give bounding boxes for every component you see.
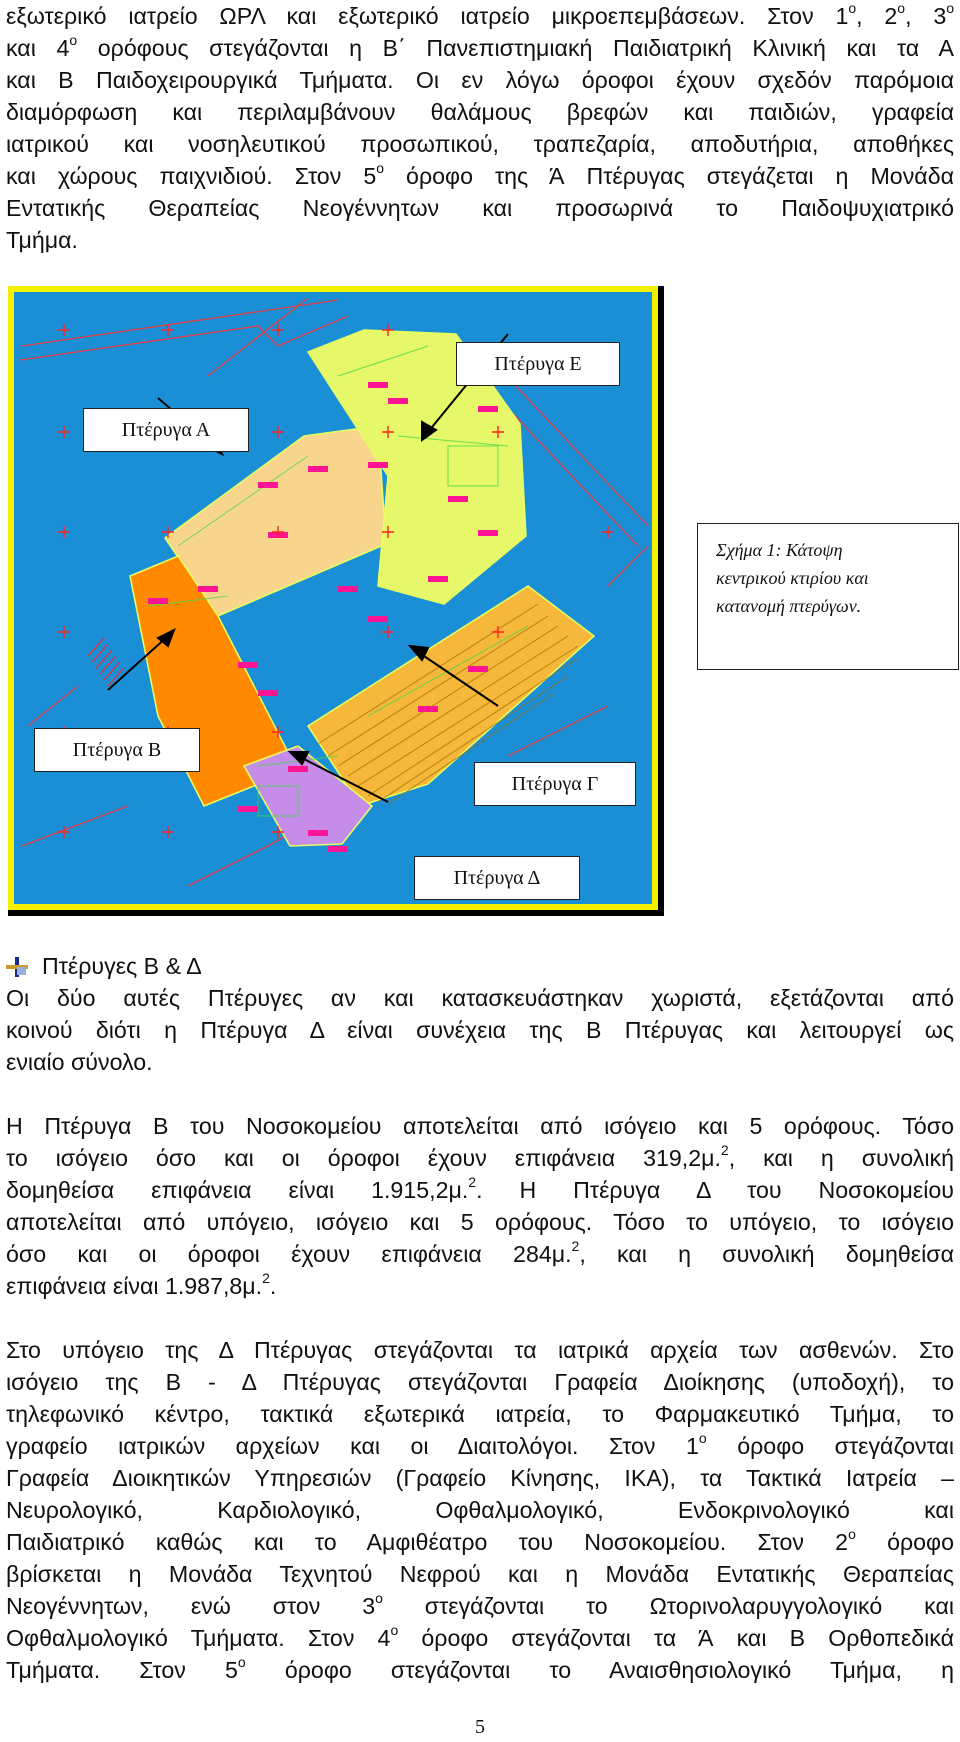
text-segment: Η Πτέρυγα Β του Νοσοκομείου αποτελείται από ισόγειο και 5 ορόφους. Τόσο xyxy=(6,1113,954,1139)
text-line xyxy=(6,160,954,192)
text-segment: όροφο στεγάζονται xyxy=(706,1433,954,1459)
text-segment: Παιδιατρικό καθώς και το Αμφιθέατρο του Νοσοκομείου. Στον 2 xyxy=(6,1529,849,1555)
text-line xyxy=(6,1430,954,1462)
text-segment: ορόφους στεγάζονται η Β΄ Πανεπιστημιακή Παιδιατρική Κλινική και τα Α xyxy=(77,35,954,61)
superscript: ο xyxy=(390,1622,399,1639)
plan-marker xyxy=(448,496,468,502)
text-segment: το ισόγειο όσο και οι όροφοι έχουν επιφάνεια 319,2μ. xyxy=(6,1145,721,1171)
text-line xyxy=(6,1174,954,1206)
plan-marker xyxy=(338,586,358,592)
text-line xyxy=(6,1398,954,1430)
text-segment: Τμήμα. xyxy=(6,227,78,253)
superscript: ο xyxy=(376,160,385,177)
section-heading-text: Πτέρυγες Β & Δ xyxy=(42,953,202,979)
text-line xyxy=(6,32,954,64)
text-line xyxy=(6,1526,954,1558)
plan-marker xyxy=(478,406,498,412)
label-wing-a: Πτέρυγα Α xyxy=(83,408,249,452)
plan-marker xyxy=(468,666,488,672)
text-segment: βρίσκεται η Μονάδα Τεχνητού Νεφρού και η Μονάδα Εντατικής Θεραπείας xyxy=(6,1561,954,1587)
superscript: 2 xyxy=(571,1238,580,1255)
plan-marker xyxy=(258,690,278,696)
text-segment: δομηθείσα επιφάνεια είναι 1.915,2μ. xyxy=(6,1177,469,1203)
text-line xyxy=(6,1142,954,1174)
superscript: ο xyxy=(946,0,955,17)
text-segment: Εντατικής Θεραπείας Νεογέννητων και προσωρινά το Παιδοψυχιατρικό xyxy=(6,195,954,221)
text-segment: . Η Πτέρυγα Δ του Νοσοκομείου xyxy=(476,1177,954,1203)
label-wing-b: Πτέρυγα Β xyxy=(34,728,200,772)
text-line xyxy=(6,128,954,160)
text-segment: αποτελείται από υπόγειο, ισόγειο και 5 ορόφους. Τόσο το υπόγειο, το ισόγειο xyxy=(6,1209,954,1235)
plan-marker xyxy=(328,846,348,852)
figure-caption xyxy=(697,523,959,670)
text-segment: και 4 xyxy=(6,35,70,61)
text-segment: όροφο στεγάζονται το Αναισθησιολογικό Τμήμα, η xyxy=(245,1657,954,1683)
text-segment: Νεογέννητων, ενώ στον 3 xyxy=(6,1593,376,1619)
plan-marker xyxy=(388,398,408,404)
plan-marker xyxy=(238,806,258,812)
floor-plan-figure xyxy=(8,286,664,916)
superscript: ο xyxy=(698,1430,707,1447)
text-segment: τηλεφωνικό κέντρο, τακτικά εξωτερικά ιατρεία, το Φαρμακευτικό Τμήμα, το xyxy=(6,1401,954,1427)
text-segment: Γραφεία Διοικητικών Υπηρεσιών (Γραφείο Κίνησης, ΙΚΑ), τα Τακτικά Ιατρεία – xyxy=(6,1465,954,1491)
text-segment: επιφάνεια είναι 1.987,8μ. xyxy=(6,1273,263,1299)
superscript: ο xyxy=(848,0,857,17)
text-line xyxy=(6,1590,954,1622)
label-wing-e: Πτέρυγα Ε xyxy=(456,342,620,386)
text-line xyxy=(6,982,954,1014)
plan-marker xyxy=(238,662,258,668)
text-segment: Οι δύο αυτές Πτέρυγες αν και κατασκευάστηκαν χωριστά, εξετάζονται από xyxy=(6,985,954,1011)
plan-marker xyxy=(368,382,388,388)
text-line xyxy=(6,64,954,96)
superscript: ο xyxy=(237,1654,246,1671)
text-line xyxy=(6,1494,954,1526)
plan-marker xyxy=(428,576,448,582)
text-segment: και Β Παιδοχειρουργικά Τμήματα. Οι εν λόγω όροφοι έχουν σχεδόν παρόμοια xyxy=(6,67,954,93)
text-line xyxy=(6,1366,954,1398)
caption-line: κατανομή πτερύγων. xyxy=(716,596,862,616)
text-line xyxy=(6,1270,954,1302)
text-segment: Νευρολογικό, Καρδιολογικό, Οφθαλμολογικό, Ενδοκρινολογικό και xyxy=(6,1497,954,1523)
text-line xyxy=(6,1110,954,1142)
text-segment: όσο και οι όροφοι έχουν επιφάνεια 284μ. xyxy=(6,1241,572,1267)
intro-paragraph xyxy=(6,0,954,256)
text-segment: ισόγειο της Β - Δ Πτέρυγας στεγάζονται Γραφεία Διοίκησης (υποδοχή), το xyxy=(6,1369,954,1395)
text-line xyxy=(6,1622,954,1654)
superscript: 2 xyxy=(468,1174,477,1191)
plan-marker xyxy=(368,616,388,622)
superscript: ο xyxy=(848,1526,856,1543)
text-line xyxy=(6,1014,954,1046)
text-line xyxy=(6,1462,954,1494)
text-segment: όροφο της Ά Πτέρυγας στεγάζεται η Μονάδα xyxy=(384,163,955,189)
plan-marker xyxy=(308,466,328,472)
text-line xyxy=(6,1206,954,1238)
text-segment: Στο υπόγειο της Δ Πτέρυγας στεγάζονται τα ιατρικά αρχεία των ασθενών. Στο xyxy=(6,1337,954,1363)
text-segment: στεγάζονται το Ωτορινολαρυγγολογικό και xyxy=(382,1593,954,1619)
text-line xyxy=(6,1654,954,1686)
caption-line: Σχήμα 1: Κάτοψη xyxy=(716,540,843,560)
text-segment: εξωτερικό ιατρείο ΩΡΛ και εξωτερικό ιατρείο μικροεπεμβάσεων. Στον 1 xyxy=(6,3,849,29)
label-wing-c: Πτέρυγα Γ xyxy=(474,762,636,806)
text-segment: ενιαίο σύνολο. xyxy=(6,1049,153,1075)
text-segment: όροφο xyxy=(855,1529,954,1555)
plan-marker xyxy=(308,830,328,836)
text-segment: , 3 xyxy=(905,3,947,29)
text-line xyxy=(6,1238,954,1270)
text-segment: Τμήματα. Στον 5 xyxy=(6,1657,238,1683)
plan-marker xyxy=(368,462,388,468)
superscript: 2 xyxy=(262,1270,270,1287)
plan-marker xyxy=(148,598,168,604)
text-line xyxy=(6,224,954,256)
plan-marker xyxy=(198,586,218,592)
text-line xyxy=(6,0,954,32)
paragraph-3 xyxy=(6,1334,954,1686)
text-segment: Οφθαλμολογικό Τμήματα. Στον 4 xyxy=(6,1625,391,1651)
text-segment: κοινού διότι η Πτέρυγα Δ είναι συνέχεια της Β Πτέρυγας και λειτουργεί ως xyxy=(6,1017,954,1043)
text-segment: γραφείο ιατρικών αρχείων και οι Διαιτολόγοι. Στον 1 xyxy=(6,1433,699,1459)
text-segment: , και η συνολική xyxy=(728,1145,954,1171)
text-segment: , και η συνολική δομηθείσα xyxy=(579,1241,954,1267)
superscript: 2 xyxy=(720,1142,729,1159)
text-line xyxy=(6,1334,954,1366)
text-segment: διαμόρφωση και περιλαμβάνουν θαλάμους βρεφών και παιδιών, γραφεία xyxy=(6,99,954,125)
bullet-icon xyxy=(6,957,28,977)
text-segment: ιατρικού και νοσηλευτικού προσωπικού, τραπεζαρία, αποδυτήρια, αποθήκες xyxy=(6,131,954,157)
superscript: ο xyxy=(69,32,78,49)
text-segment: όροφο στεγάζονται τα Ά και Β Ορθοπεδικά xyxy=(398,1625,954,1651)
caption-line: κεντρικού κτιρίου και xyxy=(716,568,869,588)
plan-marker xyxy=(478,530,498,536)
text-line xyxy=(6,1558,954,1590)
text-segment: και χώρους παιχνιδιού. Στον 5 xyxy=(6,163,377,189)
text-line xyxy=(6,96,954,128)
text-line xyxy=(6,1046,954,1078)
plan-marker xyxy=(288,766,308,772)
text-segment: , 2 xyxy=(856,3,898,29)
superscript: ο xyxy=(897,0,906,17)
plan-marker xyxy=(418,706,438,712)
paragraph-2 xyxy=(6,1110,954,1302)
superscript: ο xyxy=(375,1590,383,1607)
paragraph-1 xyxy=(6,982,954,1078)
section-heading xyxy=(6,950,202,982)
page-number: 5 xyxy=(475,1716,485,1738)
text-line xyxy=(6,192,954,224)
label-wing-d: Πτέρυγα Δ xyxy=(414,856,580,900)
text-segment: . xyxy=(269,1273,277,1299)
plan-marker xyxy=(258,482,278,488)
